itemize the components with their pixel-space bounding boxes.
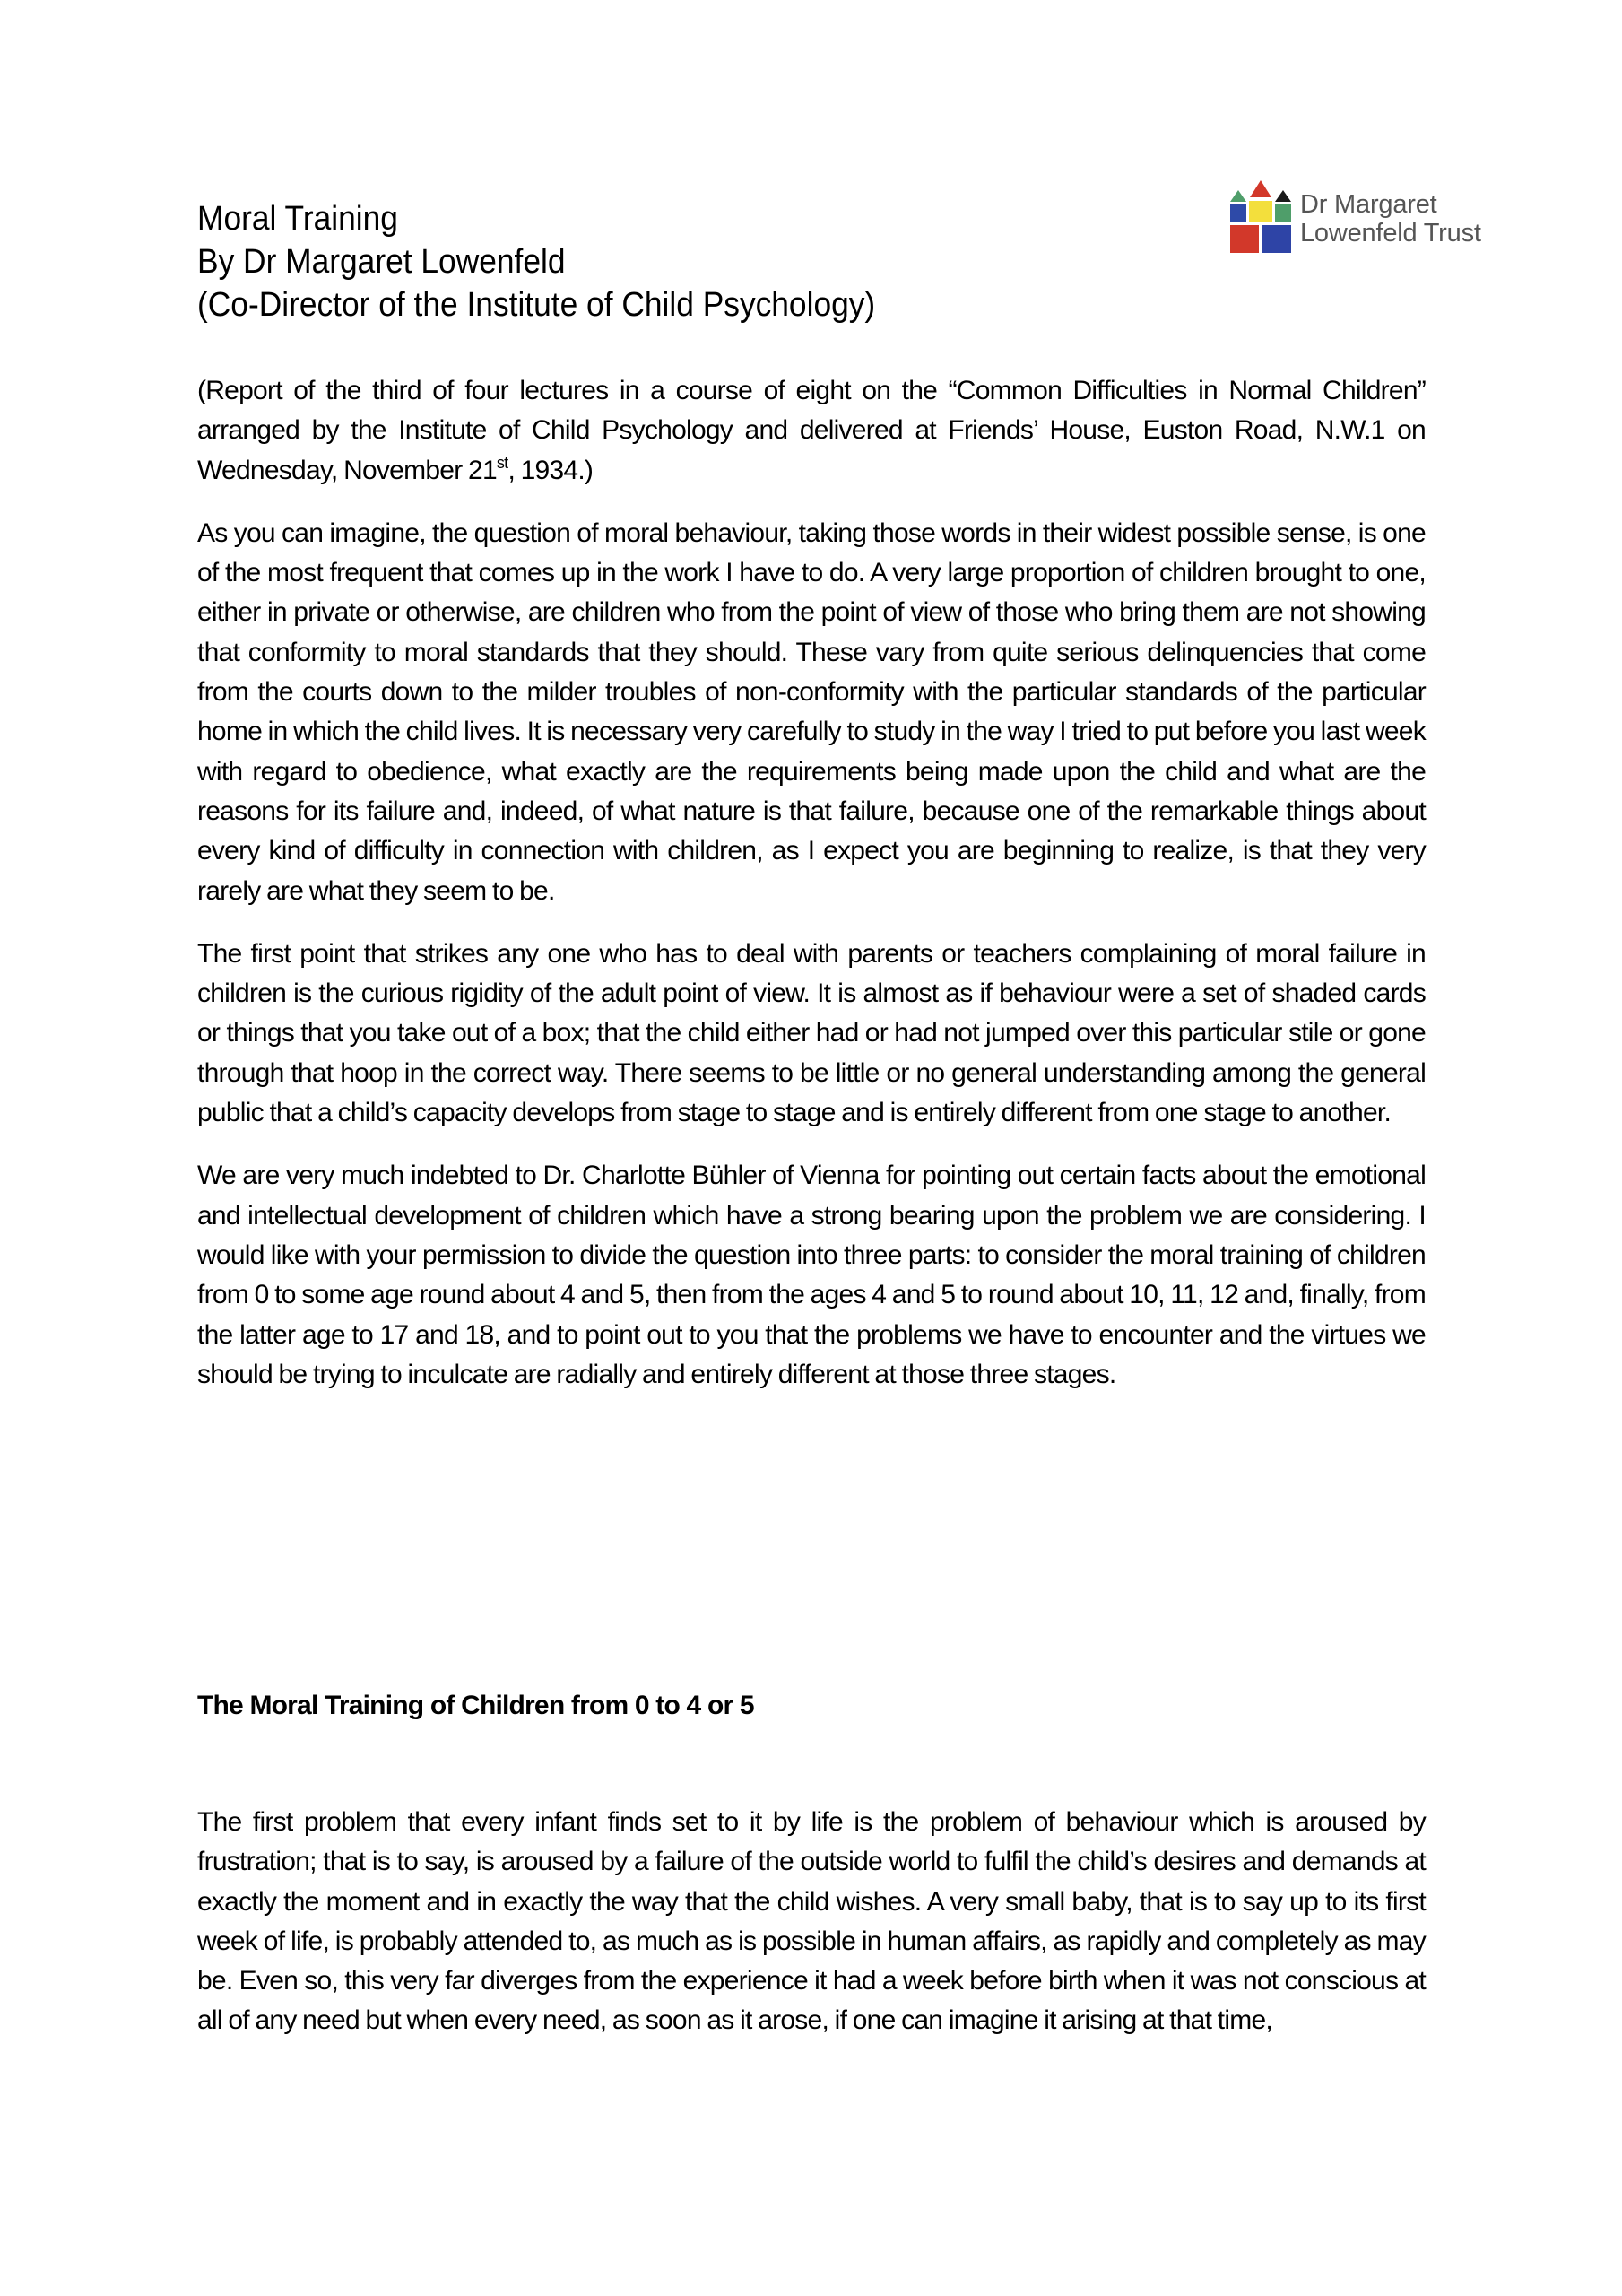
logo-red-triangle: [1250, 180, 1271, 197]
document-author: By Dr Margaret Lowenfeld: [197, 243, 566, 281]
logo-blue-small-square: [1230, 204, 1246, 222]
trust-logo: [1227, 178, 1531, 258]
ordinal-suffix: st: [496, 453, 508, 472]
body-paragraph: As you can imagine, the question of moral behaviour, taking those words in their widest possible sense, is one of the most frequent that comes up in the work I have to do. A very large proportion of children brought to one, either in private or otherwise, are children who from the point of view of those who bring them are not showing that conformity to moral standards that they should. These vary from quite serious delinquencies that come from the courts down to the milder troubles of non-conformity with the particular standards of the particular home in which the child lives. It is necessary very carefully to study in the way I tried to put before you last week with regard to obedience, what exactly are the requirements being made upon the child and what are the reasons for its failure and, indeed, of what nature is that failure, because one of the remarkable things about every kind of difficulty in connection with children, as I expect you are beginning to realize, is that they very rarely are what they seem to be.: [197, 517, 1426, 906]
author-affiliation: (Co-Director of the Institute of Child Psychology): [197, 286, 876, 324]
logo-red-big-square: [1230, 225, 1259, 253]
logo-blue-big-square: [1262, 225, 1291, 253]
logo-green-small-square: [1275, 204, 1291, 222]
body-paragraph: The first point that strikes any one who has to deal with parents or teachers complaining of moral failure in children is the curious rigidity of the adult point of view. It is almost as if behaviour were a set of shaded cards or things that you take out of a box; that the child either had or had not jumped over this particular stile or gone through that hoop in the correct way. There seems to be little or no general understanding among the general public that a child’s capacity develops from stage to stage and is entirely different from one stage to another.: [197, 938, 1426, 1128]
logo-green-triangle: [1230, 190, 1246, 202]
blocks-logo-icon: [1227, 178, 1298, 258]
logo-black-triangle: [1275, 190, 1291, 202]
document-title: Moral Training: [197, 200, 398, 238]
intro-paragraph: [197, 371, 1426, 491]
body-paragraph: The first problem that every infant finds set to it by life is the problem of behaviour which is aroused by frustration; that is to say, is aroused by a failure of the outside world to fulfil the child’s desires and demands at exactly the moment and in exactly the way that the child wishes. A very small baby, that is to say up to its first week of life, is probably attended to, as much as is possible in human affairs, as rapidly and completely as may be. Even so, this very far diverges from the experience it had a week before birth when it was not conscious at all of any need but when every need, as soon as it arose, if one can imagine it arising at that time,: [197, 1807, 1426, 2036]
logo-wordmark: [1300, 190, 1481, 248]
document-title-block: [197, 197, 1184, 326]
section-body: [197, 1803, 1426, 2065]
intro-text: (Report of the third of four lectures in a course of eight on the “Common Difficulties in Normal Children” arranged by the Institute of Child Psychology and delivered at Friends’ House, Euston Road, N.W.1 on Wednesday, November 21: [197, 376, 1426, 485]
logo-line-1: Dr Margaret: [1300, 190, 1437, 219]
body-paragraph: We are very much indebted to Dr. Charlotte Bühler of Vienna for pointing out certain facts about the emotional and intellectual development of children which have a strong bearing upon the problem we are considering. I would like with your permission to divide the question into three parts: to consider the moral training of children from 0 to some age round about 4 and 5, then from the ages 4 and 5 to round about 10, 11, 12 and, finally, from the latter age to 17 and 18, and to point out to you that the problems we have to encounter and the virtues we should be trying to inculcate are radially and entirely different at those three stages.: [197, 1161, 1426, 1389]
intro-text-end: , 1934.): [507, 455, 594, 485]
document-body: [197, 371, 1426, 1418]
logo-yellow-square: [1249, 201, 1272, 222]
logo-line-2: Lowenfeld Trust: [1300, 219, 1481, 248]
section-heading: The Moral Training of Children from 0 to 4 or 5: [197, 1691, 754, 1720]
